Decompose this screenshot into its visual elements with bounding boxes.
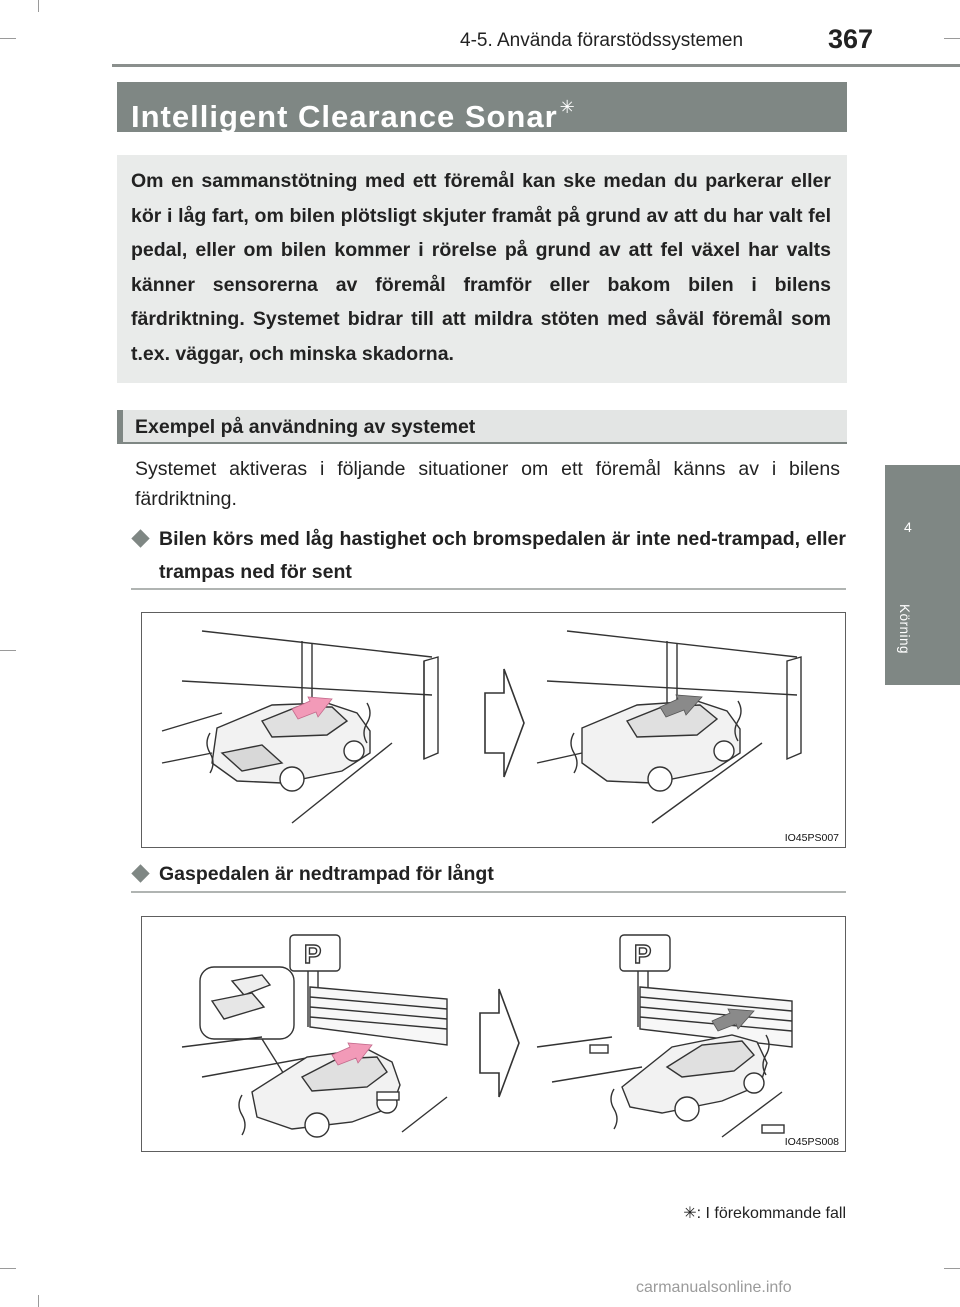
illustration-2 bbox=[141, 916, 846, 1152]
crop-mark bbox=[0, 38, 16, 39]
page-title-text: Intelligent Clearance Sonar bbox=[131, 99, 558, 134]
chapter-number: 4 bbox=[904, 519, 912, 535]
page-number: 367 bbox=[828, 24, 874, 54]
case-heading-text: Gaspedalen är nedtrampad för långt bbox=[159, 863, 494, 885]
divider bbox=[131, 891, 846, 893]
case-heading bbox=[131, 858, 846, 891]
crop-mark bbox=[38, 1295, 39, 1307]
case-heading-text: Bilen körs med låg hastighet och bromspedalen är inte ned-trampad, eller trampas ned för sent bbox=[159, 528, 846, 583]
svg-text:P: P bbox=[634, 939, 652, 969]
watermark: carmanualsonline.info bbox=[636, 1279, 792, 1296]
svg-text:P: P bbox=[304, 939, 322, 969]
subsection-heading: Exempel på användning av systemet bbox=[117, 410, 847, 444]
figure-code: IO45PS008 bbox=[784, 1136, 839, 1148]
optional-marker-icon: ✳ bbox=[683, 1205, 697, 1222]
crop-mark bbox=[0, 650, 16, 651]
section-title: 4-5. Använda förarstödssystemen bbox=[460, 30, 744, 51]
crop-mark bbox=[38, 0, 39, 12]
footnote bbox=[683, 1203, 846, 1223]
divider bbox=[131, 588, 846, 590]
crop-mark bbox=[0, 1268, 16, 1269]
intro-text: Om en sammanstötning med ett föremål kan ske medan du parkerar eller kör i låg fart, om bilen plötsligt skjuter framåt på grund av att du har valt fel pedal, eller om bilen kommer i rörelse på grund av att fel växel har valts känner sensorerna av föremål framför eller bakom bilen i bilens färdriktning. Systemet bidrar till att mildra stöten med såväl föremål som t.ex. väggar, och minska skadorna. bbox=[131, 170, 831, 365]
intro-box bbox=[117, 155, 847, 383]
figure-code: IO45PS007 bbox=[784, 832, 839, 844]
header-rule bbox=[112, 64, 960, 67]
subsection-body: Systemet aktiveras i följande situationer om ett föremål känns av i bilens färdriktning. bbox=[135, 458, 840, 510]
crop-mark bbox=[944, 1268, 960, 1269]
case-heading bbox=[131, 523, 846, 589]
illustration-drawing bbox=[142, 613, 844, 846]
footnote-text: : I förekommande fall bbox=[696, 1205, 846, 1222]
illustration-1 bbox=[141, 612, 846, 848]
crop-mark bbox=[944, 38, 960, 39]
chapter-label: Körning bbox=[897, 604, 912, 655]
page-title bbox=[117, 82, 847, 132]
optional-marker-icon: ✳ bbox=[559, 97, 576, 117]
illustration-drawing bbox=[142, 917, 844, 1150]
